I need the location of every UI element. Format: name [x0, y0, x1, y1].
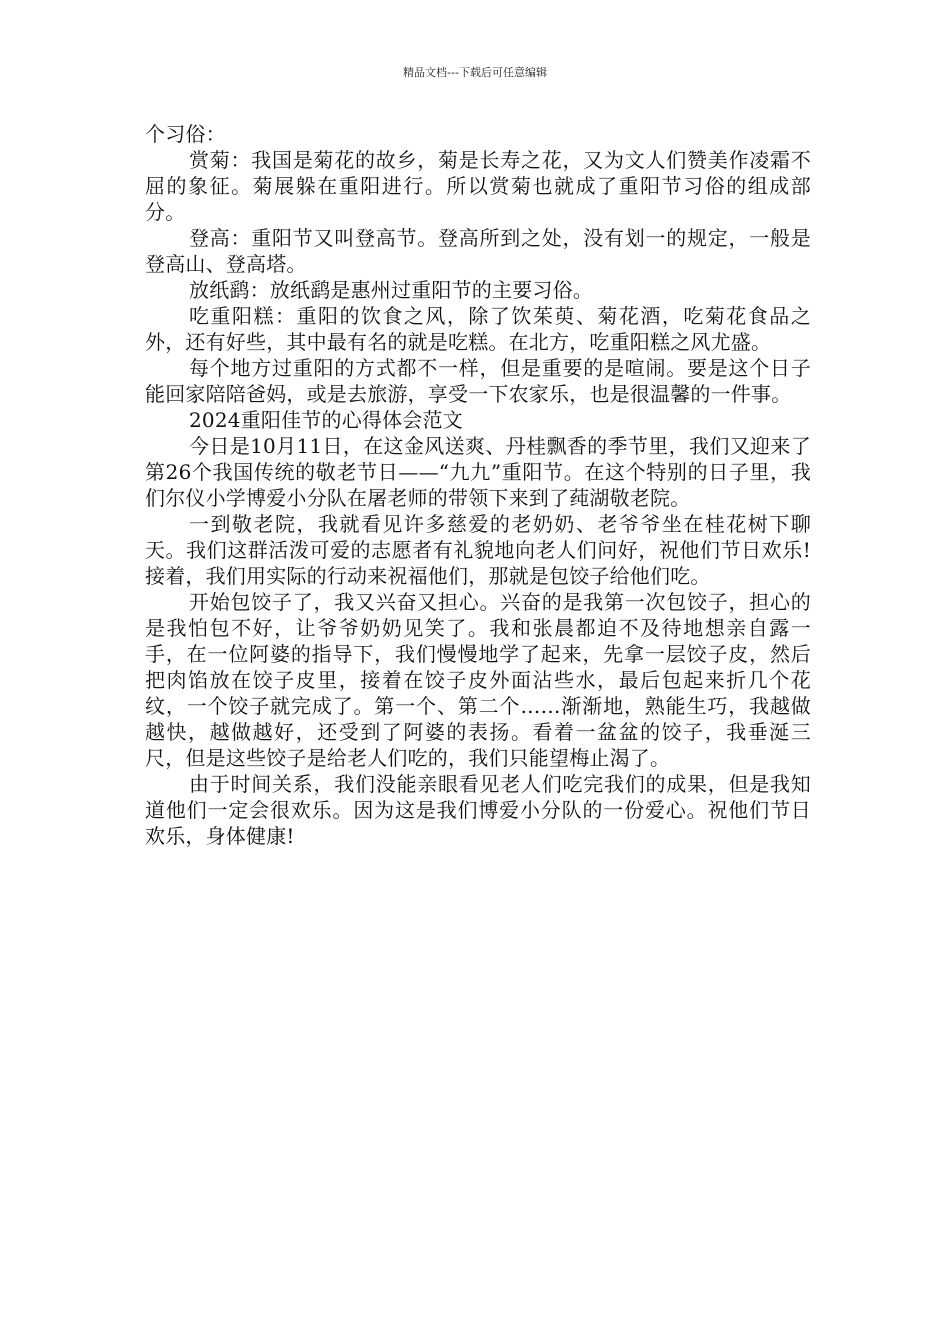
paragraph: 赏菊：我国是菊花的故乡，菊是长寿之花，又为文人们赞美作凌霜不屈的象征。菊展躲在重阳进行。所以赏菊也就成了重阳节习俗的组成部分。 [145, 148, 811, 224]
paragraph: 个习俗： [145, 122, 226, 146]
paragraph: 吃重阳糕：重阳的饮食之风，除了饮茱萸、菊花酒，吃菊花食品之外，还有好些，其中最有名的就是吃糕。在北方，吃重阳糕之风尤盛。 [145, 304, 811, 354]
paragraph: 由于时间关系，我们没能亲眼看见老人们吃完我们的成果，但是我知道他们一定会很欢乐。因为这是我们博爱小分队的一份爱心。祝他们节日欢乐，身体健康! [145, 772, 811, 848]
paragraph: 一到敬老院，我就看见许多慈爱的老奶奶、老爷爷坐在桂花树下聊天。我们这群活泼可爱的志愿者有礼貌地向老人们问好，祝他们节日欢乐!接着，我们用实际的行动来祝福他们，那就是包饺子给他们吃。 [145, 512, 811, 588]
paragraph: 放纸鹞：放纸鹞是惠州过重阳节的主要习俗。 [189, 278, 593, 302]
document-body [145, 121, 811, 849]
page-header: 精品文档---下载后可任意编辑 [403, 66, 547, 79]
paragraph: 开始包饺子了，我又兴奋又担心。兴奋的是我第一次包饺子，担心的是我怕包不好，让爷爷奶奶见笑了。我和张晨都迫不及待地想亲自露一手，在一位阿婆的指导下，我们慢慢地学了起来，先拿一层饺子皮，然后把肉馅放在饺子皮里，接着在饺子皮外面沾些水，最后包起来折几个花纹，一个饺子就完成了。第一个、第二个……渐渐地，熟能生巧，我越做越快，越做越好，还受到了阿婆的表扬。看着一盆盆的饺子，我垂涎三尺，但是这些饺子是给老人们吃的，我们只能望梅止渴了。 [145, 590, 811, 770]
section-title: 2024重阳佳节的心得体会范文 [189, 408, 463, 432]
paragraph: 今日是10月11日，在这金风送爽、丹桂飘香的季节里，我们又迎来了第26个我国传统的敬老节日——“九九”重阳节。在这个特别的日子里，我们尔仪小学博爱小分队在屠老师的带领下来到了莼湖敬老院。 [145, 434, 811, 510]
paragraph: 登高：重阳节又叫登高节。登高所到之处，没有划一的规定，一般是登高山、登高塔。 [145, 226, 811, 276]
paragraph: 每个地方过重阳的方式都不一样，但是重要的是喧闹。要是这个日子能回家陪陪爸妈，或是去旅游，享受一下农家乐，也是很温馨的一件事。 [145, 356, 811, 406]
